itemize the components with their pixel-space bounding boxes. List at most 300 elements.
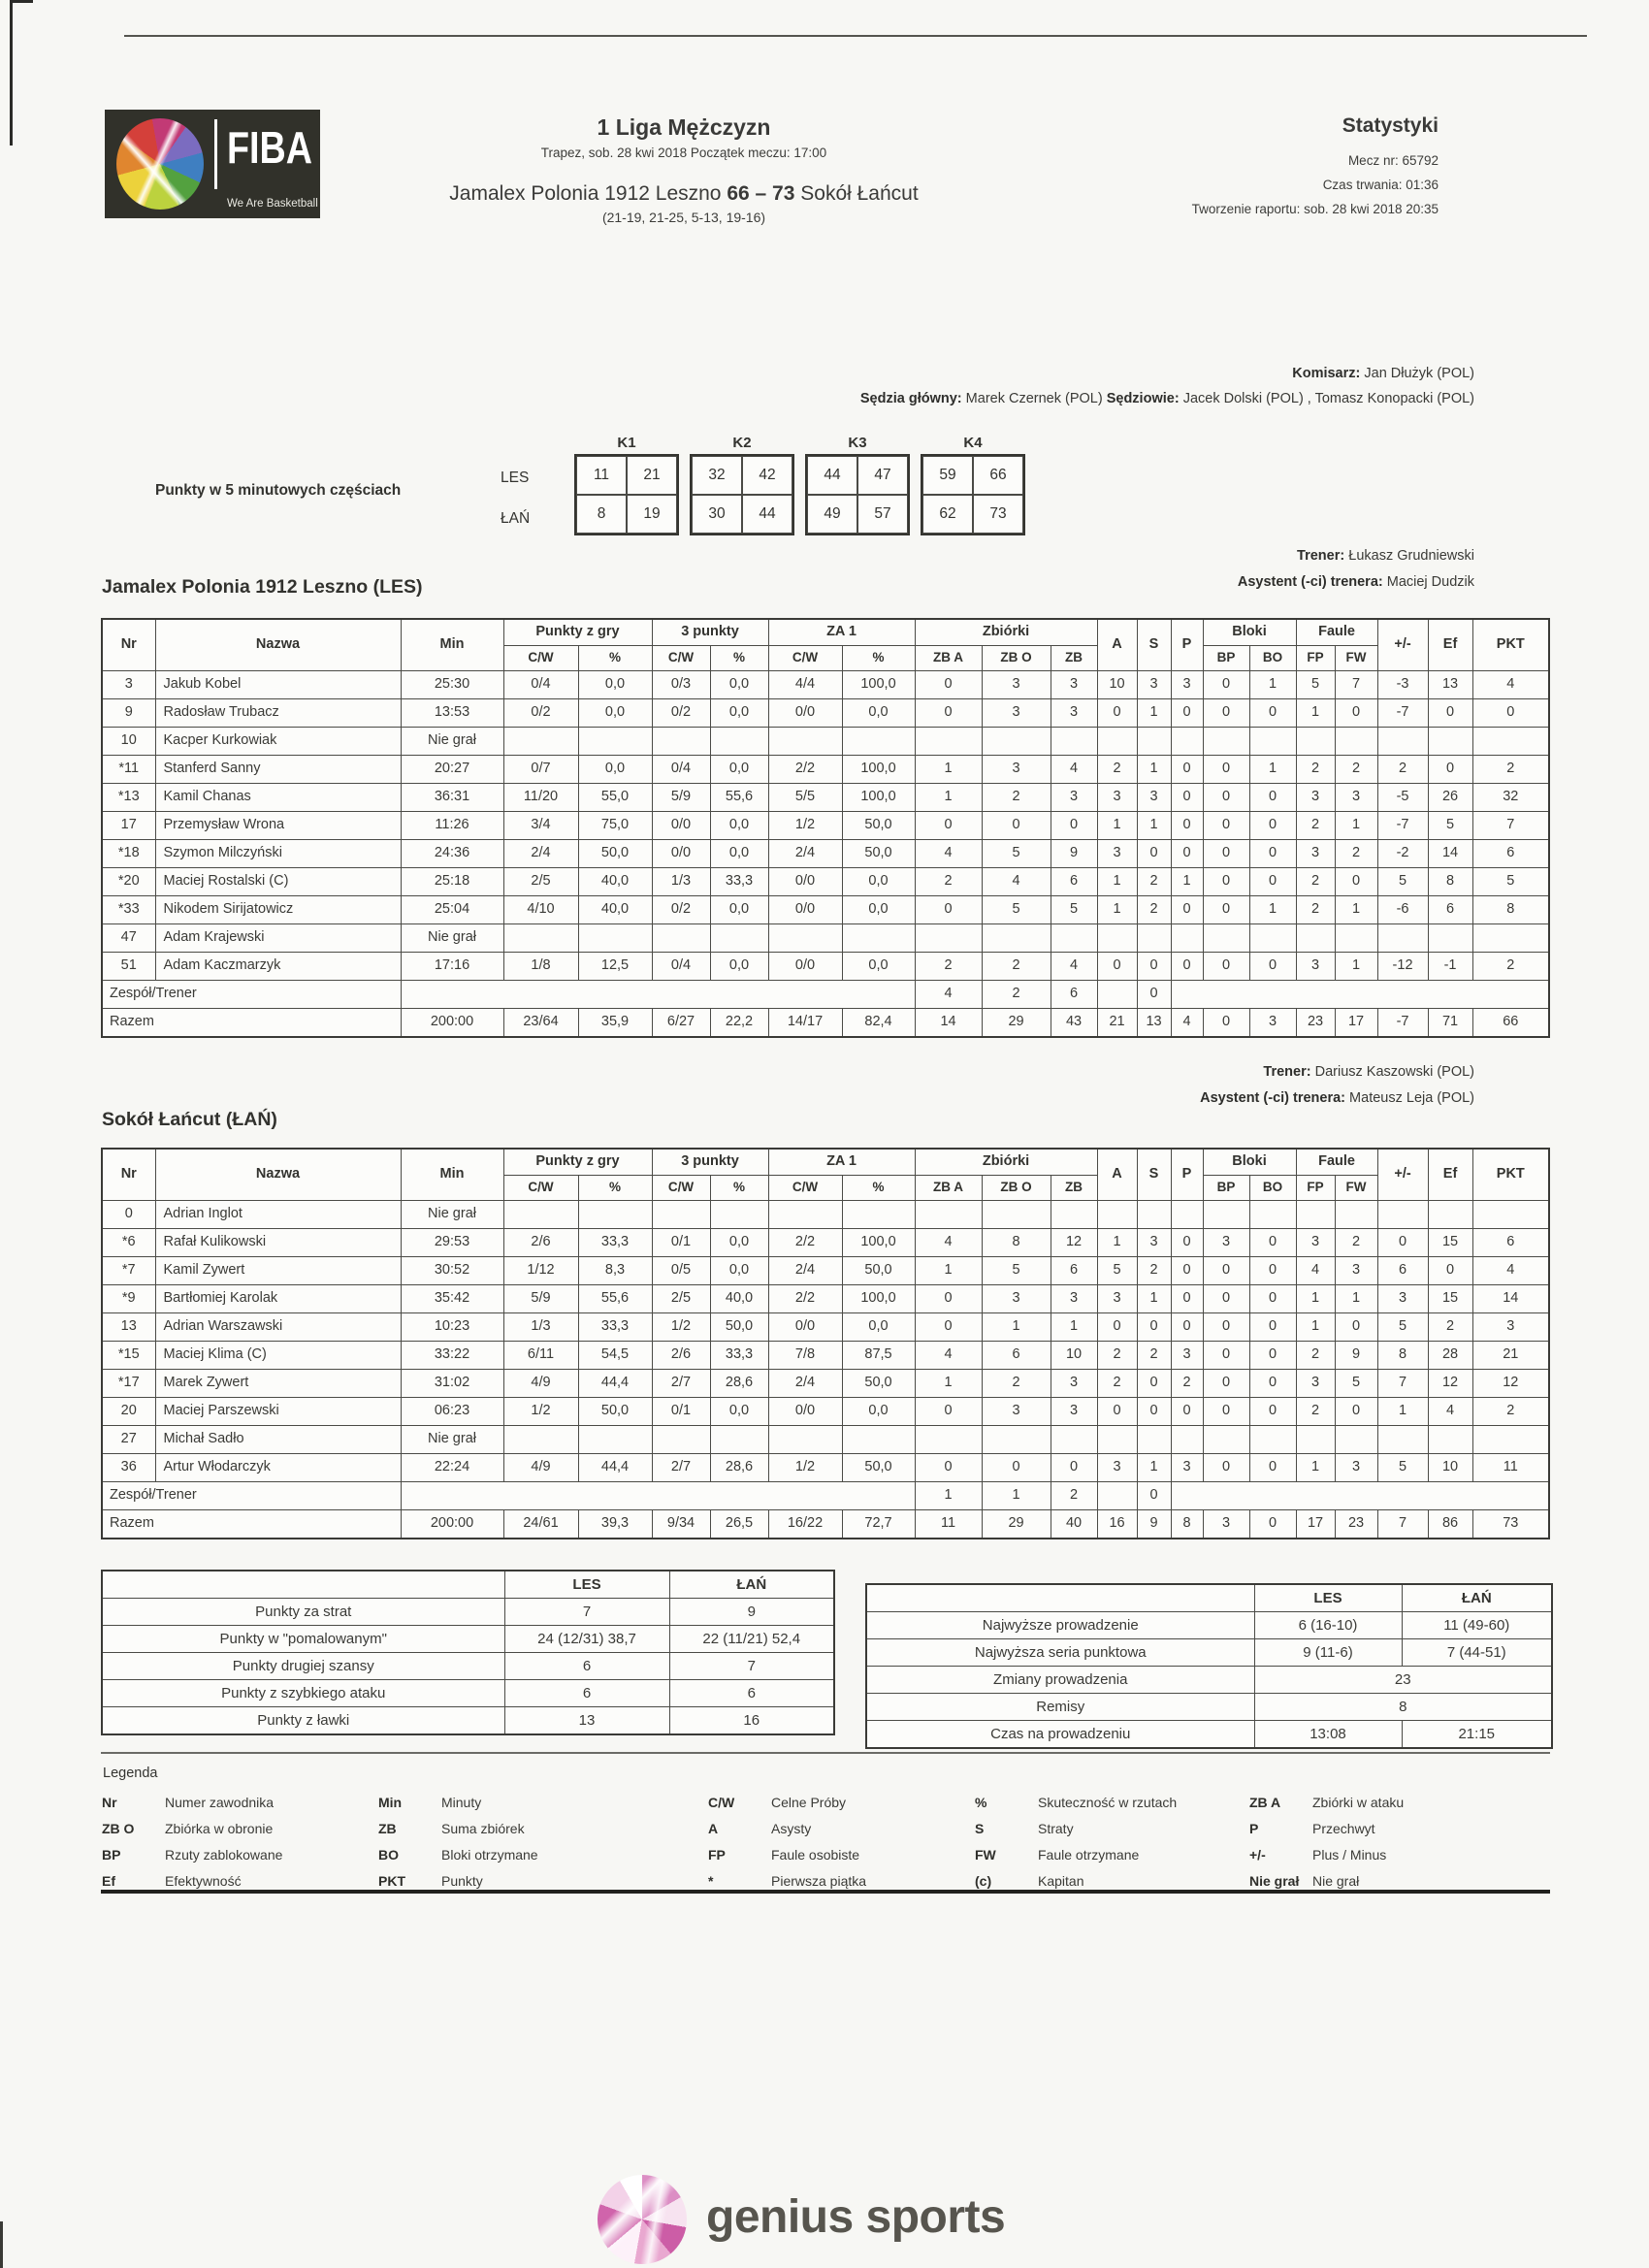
final-score: 66 – 73 xyxy=(727,182,795,205)
stat-cell: -2 xyxy=(1377,840,1428,868)
stat-cell: 22,2 xyxy=(710,1009,768,1038)
stat-cell: 4 xyxy=(1296,1257,1335,1285)
stat-cell: 9/34 xyxy=(652,1510,710,1539)
stat-cell: 2 xyxy=(1137,868,1171,896)
stat-cell: 0,0 xyxy=(842,953,915,981)
comparison-value: 23 xyxy=(1254,1667,1552,1694)
stat-cell: 0 xyxy=(1137,953,1171,981)
stat-cell: 1/2 xyxy=(503,1398,578,1426)
stat-cell: 4 xyxy=(1171,1009,1203,1038)
stat-cell: 3/4 xyxy=(503,812,578,840)
col-header: A xyxy=(1097,619,1137,671)
stat-cell: 2 xyxy=(1472,953,1549,981)
stat-cell xyxy=(1296,924,1335,953)
comparison-row xyxy=(102,1707,834,1735)
quarter-row-label-lan: ŁAŃ xyxy=(501,510,531,527)
comparison-row xyxy=(102,1599,834,1626)
player-name-cell: Bartłomiej Karolak xyxy=(155,1285,401,1313)
stat-cell: 2 xyxy=(915,953,982,981)
empty-header-cell xyxy=(102,1571,504,1599)
player-row xyxy=(102,1454,1549,1482)
stat-cell: 7/8 xyxy=(768,1342,842,1370)
stat-cell: 13 xyxy=(1428,671,1472,699)
team-code-header: LES xyxy=(1254,1584,1402,1612)
stat-cell: 0 xyxy=(1097,699,1137,728)
stat-cell: 1 xyxy=(1296,1285,1335,1313)
scan-corner-mark xyxy=(10,0,33,3)
stat-cell: 0,0 xyxy=(578,756,652,784)
legend-item xyxy=(378,1873,538,1899)
stat-cell: 0 xyxy=(1171,1229,1203,1257)
stat-cell: 4 xyxy=(1428,1398,1472,1426)
stat-cell: 2 xyxy=(1097,756,1137,784)
col-group-header: Punkty z gry xyxy=(503,619,652,646)
legend-description: Rzuty zablokowane xyxy=(165,1847,283,1863)
min-cell: Nie grał xyxy=(401,1426,503,1454)
stat-cell: 2/4 xyxy=(768,1370,842,1398)
comparison-value: 6 (16-10) xyxy=(1254,1612,1402,1639)
stat-cell: 3 xyxy=(1472,1313,1549,1342)
stat-cell: 4 xyxy=(915,1342,982,1370)
stat-cell: 4/9 xyxy=(503,1370,578,1398)
col-subheader: BO xyxy=(1249,1176,1296,1201)
stat-cell xyxy=(1137,1426,1171,1454)
player-row xyxy=(102,1257,1549,1285)
legend-column xyxy=(708,1795,866,1899)
legend-item xyxy=(708,1821,866,1847)
stat-cell: 0 xyxy=(982,1454,1051,1482)
legend-item xyxy=(102,1873,282,1899)
min-cell: 22:24 xyxy=(401,1454,503,1482)
legend-item xyxy=(708,1795,866,1821)
stat-cell: 21 xyxy=(1097,1009,1137,1038)
stat-cell: 0,0 xyxy=(710,1229,768,1257)
stat-cell: 87,5 xyxy=(842,1342,915,1370)
col-subheader: ZB xyxy=(1051,646,1097,671)
player-number-cell: *9 xyxy=(102,1285,155,1313)
player-name-cell: Jakub Kobel xyxy=(155,671,401,699)
stat-cell: 1 xyxy=(1335,1285,1377,1313)
stat-cell: 3 xyxy=(1137,784,1171,812)
stat-cell: 2 xyxy=(982,953,1051,981)
stat-cell: 0 xyxy=(915,812,982,840)
stat-cell: 4/9 xyxy=(503,1454,578,1482)
team-code-header: ŁAŃ xyxy=(669,1571,834,1599)
stat-cell xyxy=(842,1426,915,1454)
stat-cell: 100,0 xyxy=(842,1229,915,1257)
legend-abbr: * xyxy=(708,1873,714,1889)
legend-abbr: C/W xyxy=(708,1795,735,1810)
player-row xyxy=(102,1370,1549,1398)
stat-cell: 0 xyxy=(1249,699,1296,728)
stat-cell: 0 xyxy=(1171,1257,1203,1285)
stat-cell: 0 xyxy=(1171,812,1203,840)
player-number-cell: 20 xyxy=(102,1398,155,1426)
stat-cell: 3 xyxy=(1249,1009,1296,1038)
col-subheader: BO xyxy=(1249,646,1296,671)
commissioner-label: Komisarz: xyxy=(1292,366,1361,381)
stat-cell: 0 xyxy=(1249,1285,1296,1313)
stat-cell: 1 xyxy=(1097,868,1137,896)
quarter-box-K3 xyxy=(805,435,910,535)
stat-cell: 3 xyxy=(1203,1229,1249,1257)
legend-description: Punkty xyxy=(441,1873,483,1889)
empty-cell xyxy=(1171,981,1549,1009)
stat-cell: 5 xyxy=(1472,868,1549,896)
stat-cell: 0/0 xyxy=(768,699,842,728)
stat-cell: 4 xyxy=(1051,756,1097,784)
col-subheader: FP xyxy=(1296,646,1335,671)
comparison-value: 16 xyxy=(669,1707,834,1735)
stat-cell: 2 xyxy=(1296,1398,1335,1426)
player-name-cell: Adam Kaczmarzyk xyxy=(155,953,401,981)
min-cell: 33:22 xyxy=(401,1342,503,1370)
stat-cell: 6 xyxy=(1051,1257,1097,1285)
min-cell: 31:02 xyxy=(401,1370,503,1398)
stat-cell: 71 xyxy=(1428,1009,1472,1038)
stat-header-row xyxy=(102,1149,1549,1176)
stat-cell: 9 xyxy=(1137,1510,1171,1539)
quarter-score-cell: 44 xyxy=(742,495,792,534)
comparison-row xyxy=(866,1612,1552,1639)
quarter-scores-label: Punkty w 5 minutowych częściach xyxy=(155,482,402,499)
stat-cell: 0 xyxy=(1097,1313,1137,1342)
stat-cell: 2/7 xyxy=(652,1370,710,1398)
stat-cell xyxy=(842,728,915,756)
stat-cell: 5 xyxy=(1296,671,1335,699)
stat-cell: 0 xyxy=(1203,1454,1249,1482)
player-number-cell: *33 xyxy=(102,896,155,924)
stat-cell: 33,3 xyxy=(578,1313,652,1342)
stat-cell: 0,0 xyxy=(710,756,768,784)
stat-cell xyxy=(503,1201,578,1229)
stat-cell: 3 xyxy=(1296,1370,1335,1398)
stat-cell xyxy=(1097,728,1137,756)
commissioner-line xyxy=(359,361,1474,386)
stat-cell: 11/20 xyxy=(503,784,578,812)
quarter-partials: (21-19, 21-25, 5-13, 19-16) xyxy=(601,210,766,225)
stat-cell: 2 xyxy=(982,1370,1051,1398)
player-number-cell: *17 xyxy=(102,1370,155,1398)
stat-cell: 3 xyxy=(1051,699,1097,728)
quarter-score-cell: 59 xyxy=(922,456,973,495)
stat-cell xyxy=(982,728,1051,756)
stat-cell: 0 xyxy=(1171,953,1203,981)
stat-cell: 1 xyxy=(1137,756,1171,784)
stat-cell xyxy=(1171,1426,1203,1454)
stat-cell xyxy=(710,924,768,953)
legend-item xyxy=(102,1821,282,1847)
stat-cell: 23/64 xyxy=(503,1009,578,1038)
stat-cell xyxy=(1171,728,1203,756)
referees-label: Sędziowie: xyxy=(1106,391,1180,407)
comparison-value: 7 (44-51) xyxy=(1402,1639,1552,1667)
stat-cell: 40,0 xyxy=(578,896,652,924)
stat-cell: 4 xyxy=(915,1229,982,1257)
legend-abbr: Ef xyxy=(102,1873,115,1889)
stat-cell: 1 xyxy=(1137,812,1171,840)
player-name-cell: Maciej Klima (C) xyxy=(155,1342,401,1370)
stat-cell: 3 xyxy=(1051,1398,1097,1426)
stat-cell: 0 xyxy=(1249,1257,1296,1285)
stat-cell: 17 xyxy=(1335,1009,1377,1038)
legend-description: Zbiórki w ataku xyxy=(1312,1795,1405,1810)
stat-cell: 0,0 xyxy=(710,812,768,840)
col-header: Ef xyxy=(1428,619,1472,671)
scan-corner-mark xyxy=(0,2221,3,2268)
stat-cell: 44,4 xyxy=(578,1370,652,1398)
stat-cell: 2 xyxy=(1296,868,1335,896)
stat-cell: 0 xyxy=(1203,1342,1249,1370)
stat-cell xyxy=(652,1201,710,1229)
stat-cell xyxy=(1203,728,1249,756)
stat-cell: 23 xyxy=(1335,1510,1377,1539)
stat-cell xyxy=(1335,1201,1377,1229)
stat-cell: 5 xyxy=(1377,1454,1428,1482)
stat-cell: 3 xyxy=(1097,784,1137,812)
stat-cell xyxy=(768,924,842,953)
player-number-cell: 0 xyxy=(102,1201,155,1229)
stat-cell: 0 xyxy=(1137,1398,1171,1426)
stat-cell: 82,4 xyxy=(842,1009,915,1038)
legend-item xyxy=(975,1795,1177,1821)
stat-cell xyxy=(1472,1426,1549,1454)
stat-cell: 0 xyxy=(1249,840,1296,868)
player-number-cell: *7 xyxy=(102,1257,155,1285)
stat-cell: 3 xyxy=(1051,1285,1097,1313)
stat-cell: 50,0 xyxy=(842,1454,915,1482)
col-subheader: C/W xyxy=(503,1176,578,1201)
min-cell: 36:31 xyxy=(401,784,503,812)
stat-cell: 3 xyxy=(982,756,1051,784)
quarter-header: K3 xyxy=(848,435,867,451)
stat-cell: 1 xyxy=(1097,1229,1137,1257)
stat-cell: 3 xyxy=(1137,1229,1171,1257)
stat-cell xyxy=(578,924,652,953)
team-coach-row xyxy=(102,981,1549,1009)
stat-cell: 0 xyxy=(1203,812,1249,840)
stat-cell: 0/0 xyxy=(768,953,842,981)
stat-cell: 0 xyxy=(1335,868,1377,896)
legend-description: Bloki otrzymane xyxy=(441,1847,538,1863)
legend-description: Zbiórka w obronie xyxy=(165,1821,274,1836)
stat-cell xyxy=(1249,728,1296,756)
stat-cell xyxy=(982,1201,1051,1229)
player-row xyxy=(102,1342,1549,1370)
player-row xyxy=(102,1285,1549,1313)
team1-staff xyxy=(601,543,1474,596)
stat-cell: 2/2 xyxy=(768,1229,842,1257)
comparison-label: Punkty z ławki xyxy=(102,1707,504,1735)
stat-cell: 0 xyxy=(1203,1257,1249,1285)
min-cell: 29:53 xyxy=(401,1229,503,1257)
min-cell: 20:27 xyxy=(401,756,503,784)
stat-cell xyxy=(768,1426,842,1454)
stat-cell: 3 xyxy=(1377,1285,1428,1313)
stat-cell: 8 xyxy=(1171,1510,1203,1539)
stat-cell xyxy=(915,924,982,953)
stat-cell: -7 xyxy=(1377,812,1428,840)
stat-cell: 4 xyxy=(915,840,982,868)
fiba-wordmark: FIBA xyxy=(227,122,313,173)
stat-cell: 2 xyxy=(1335,840,1377,868)
stat-cell: 50,0 xyxy=(578,1398,652,1426)
player-number-cell: 9 xyxy=(102,699,155,728)
col-header: +/- xyxy=(1377,1149,1428,1201)
stat-cell: 1 xyxy=(1137,699,1171,728)
stat-cell: 2/2 xyxy=(768,756,842,784)
stat-cell: 11 xyxy=(1472,1454,1549,1482)
stat-cell: 2 xyxy=(1428,1313,1472,1342)
comparison-row xyxy=(102,1653,834,1680)
stat-cell: 23 xyxy=(1296,1009,1335,1038)
stat-cell: 6 xyxy=(1428,896,1472,924)
player-name-cell: Maciej Rostalski (C) xyxy=(155,868,401,896)
legend-abbr: BP xyxy=(102,1847,121,1863)
stat-cell: 2 xyxy=(1296,1342,1335,1370)
stat-cell: 40,0 xyxy=(710,1285,768,1313)
col-subheader: FW xyxy=(1335,1176,1377,1201)
stat-cell: 0 xyxy=(1249,1342,1296,1370)
comparison-value: 13 xyxy=(504,1707,669,1735)
legend-description: Efektywność xyxy=(165,1873,242,1889)
stat-cell: 5 xyxy=(1335,1370,1377,1398)
col-subheader: C/W xyxy=(503,646,578,671)
comparison-label: Najwyższa seria punktowa xyxy=(866,1639,1254,1667)
stat-cell: 12 xyxy=(1051,1229,1097,1257)
stat-cell: 55,6 xyxy=(578,1285,652,1313)
stat-cell: 1 xyxy=(1296,1313,1335,1342)
stat-cell: 10 xyxy=(1097,671,1137,699)
stat-cell: 0 xyxy=(1203,1313,1249,1342)
stat-cell: 100,0 xyxy=(842,1285,915,1313)
stat-cell xyxy=(710,728,768,756)
min-cell: 25:30 xyxy=(401,671,503,699)
stat-cell: 3 xyxy=(982,671,1051,699)
stat-cell xyxy=(1335,924,1377,953)
stat-cell: 0/0 xyxy=(768,896,842,924)
stat-cell: 2 xyxy=(1377,756,1428,784)
legend-item xyxy=(102,1847,282,1873)
stat-cell xyxy=(768,1201,842,1229)
stat-cell xyxy=(1137,728,1171,756)
col-subheader: % xyxy=(710,1176,768,1201)
stat-cell: 9 xyxy=(1051,840,1097,868)
stat-cell: 14 xyxy=(1472,1285,1549,1313)
comparison-value: 8 xyxy=(1254,1694,1552,1721)
legend-description: Asysty xyxy=(771,1821,812,1836)
stat-cell: 14 xyxy=(1428,840,1472,868)
stat-cell: 0 xyxy=(1203,1398,1249,1426)
leads-comparison-table-wrap xyxy=(865,1583,1553,1749)
min-cell: 06:23 xyxy=(401,1398,503,1426)
stat-cell: 8 xyxy=(982,1229,1051,1257)
col-subheader: C/W xyxy=(768,646,842,671)
quarter-score-cell: 62 xyxy=(922,495,973,534)
stat-cell: 1 xyxy=(982,1313,1051,1342)
comparison-row xyxy=(866,1667,1552,1694)
stat-cell: 6 xyxy=(982,1342,1051,1370)
stat-cell xyxy=(1171,924,1203,953)
stat-cell: 5/9 xyxy=(652,784,710,812)
stat-cell: 0 xyxy=(1249,1370,1296,1398)
legend-abbr: FW xyxy=(975,1847,996,1863)
stat-cell: 1 xyxy=(1137,1285,1171,1313)
stat-cell: 6/11 xyxy=(503,1342,578,1370)
stat-cell: 100,0 xyxy=(842,784,915,812)
stat-cell: 0,0 xyxy=(578,671,652,699)
quarter-score-cell: 49 xyxy=(807,495,857,534)
player-row xyxy=(102,1313,1549,1342)
stat-cell: 2 xyxy=(1335,1229,1377,1257)
col-header: P xyxy=(1171,1149,1203,1201)
stat-cell: 2 xyxy=(1296,896,1335,924)
stat-cell: 0 xyxy=(1203,1009,1249,1038)
stat-cell xyxy=(578,1201,652,1229)
quarter-score-cell: 42 xyxy=(742,456,792,495)
legend-description: Straty xyxy=(1038,1821,1074,1836)
team2-stat-table xyxy=(101,1148,1550,1539)
player-name-cell: Kamil Zywert xyxy=(155,1257,401,1285)
stat-cell: 0 xyxy=(1171,784,1203,812)
player-name-cell: Adrian Inglot xyxy=(155,1201,401,1229)
team2-name: Sokół Łańcut (ŁAŃ) xyxy=(102,1109,277,1130)
stat-cell: 3 xyxy=(1051,784,1097,812)
stat-cell: 0 xyxy=(915,1313,982,1342)
assistant-label: Asystent (-ci) trenera: xyxy=(1237,573,1383,590)
player-number-cell: *11 xyxy=(102,756,155,784)
stat-cell: 1 xyxy=(1249,756,1296,784)
stat-cell: 0/5 xyxy=(652,1257,710,1285)
empty-cell xyxy=(1171,1482,1549,1510)
commissioner-name: Jan Dłużyk (POL) xyxy=(1364,366,1474,381)
stat-cell: 0 xyxy=(1171,896,1203,924)
quarter-score-cell: 47 xyxy=(857,456,908,495)
stat-cell: 4 xyxy=(1472,671,1549,699)
legend-abbr: ZB A xyxy=(1249,1795,1281,1810)
stat-cell xyxy=(1171,1201,1203,1229)
col-group-header: Faule xyxy=(1296,1149,1377,1176)
comparison-value: 11 (49-60) xyxy=(1402,1612,1552,1639)
quarter-row-label-les: LES xyxy=(501,470,530,486)
stat-cell: 40 xyxy=(1051,1510,1097,1539)
stat-cell: 1 xyxy=(1249,671,1296,699)
player-name-cell: Szymon Milczyński xyxy=(155,840,401,868)
stat-cell: 2 xyxy=(982,981,1051,1009)
stat-cell: 6 xyxy=(1377,1257,1428,1285)
stat-cell: 0/1 xyxy=(652,1229,710,1257)
stat-cell: 5 xyxy=(1097,1257,1137,1285)
stat-cell: 0,0 xyxy=(578,699,652,728)
stat-cell: 0/4 xyxy=(652,953,710,981)
quarter-score-cell: 21 xyxy=(627,456,677,495)
assistant-name: Mateusz Leja (POL) xyxy=(1349,1089,1474,1106)
stat-cell: 0 xyxy=(915,671,982,699)
col-group-header: Zbiórki xyxy=(915,619,1097,646)
stat-cell xyxy=(1377,1426,1428,1454)
legend-abbr: BO xyxy=(378,1847,399,1863)
stat-cell xyxy=(1203,924,1249,953)
stat-cell: 40,0 xyxy=(578,868,652,896)
stat-cell: 55,0 xyxy=(578,784,652,812)
col-header-min: Min xyxy=(401,1149,503,1201)
stat-cell: 0,0 xyxy=(710,1257,768,1285)
stat-cell: 6 xyxy=(1051,981,1097,1009)
legend-description: Nie grał xyxy=(1312,1873,1360,1889)
totals-label: Razem xyxy=(102,1009,401,1038)
stat-cell: 0 xyxy=(1137,1370,1171,1398)
stat-cell xyxy=(503,924,578,953)
